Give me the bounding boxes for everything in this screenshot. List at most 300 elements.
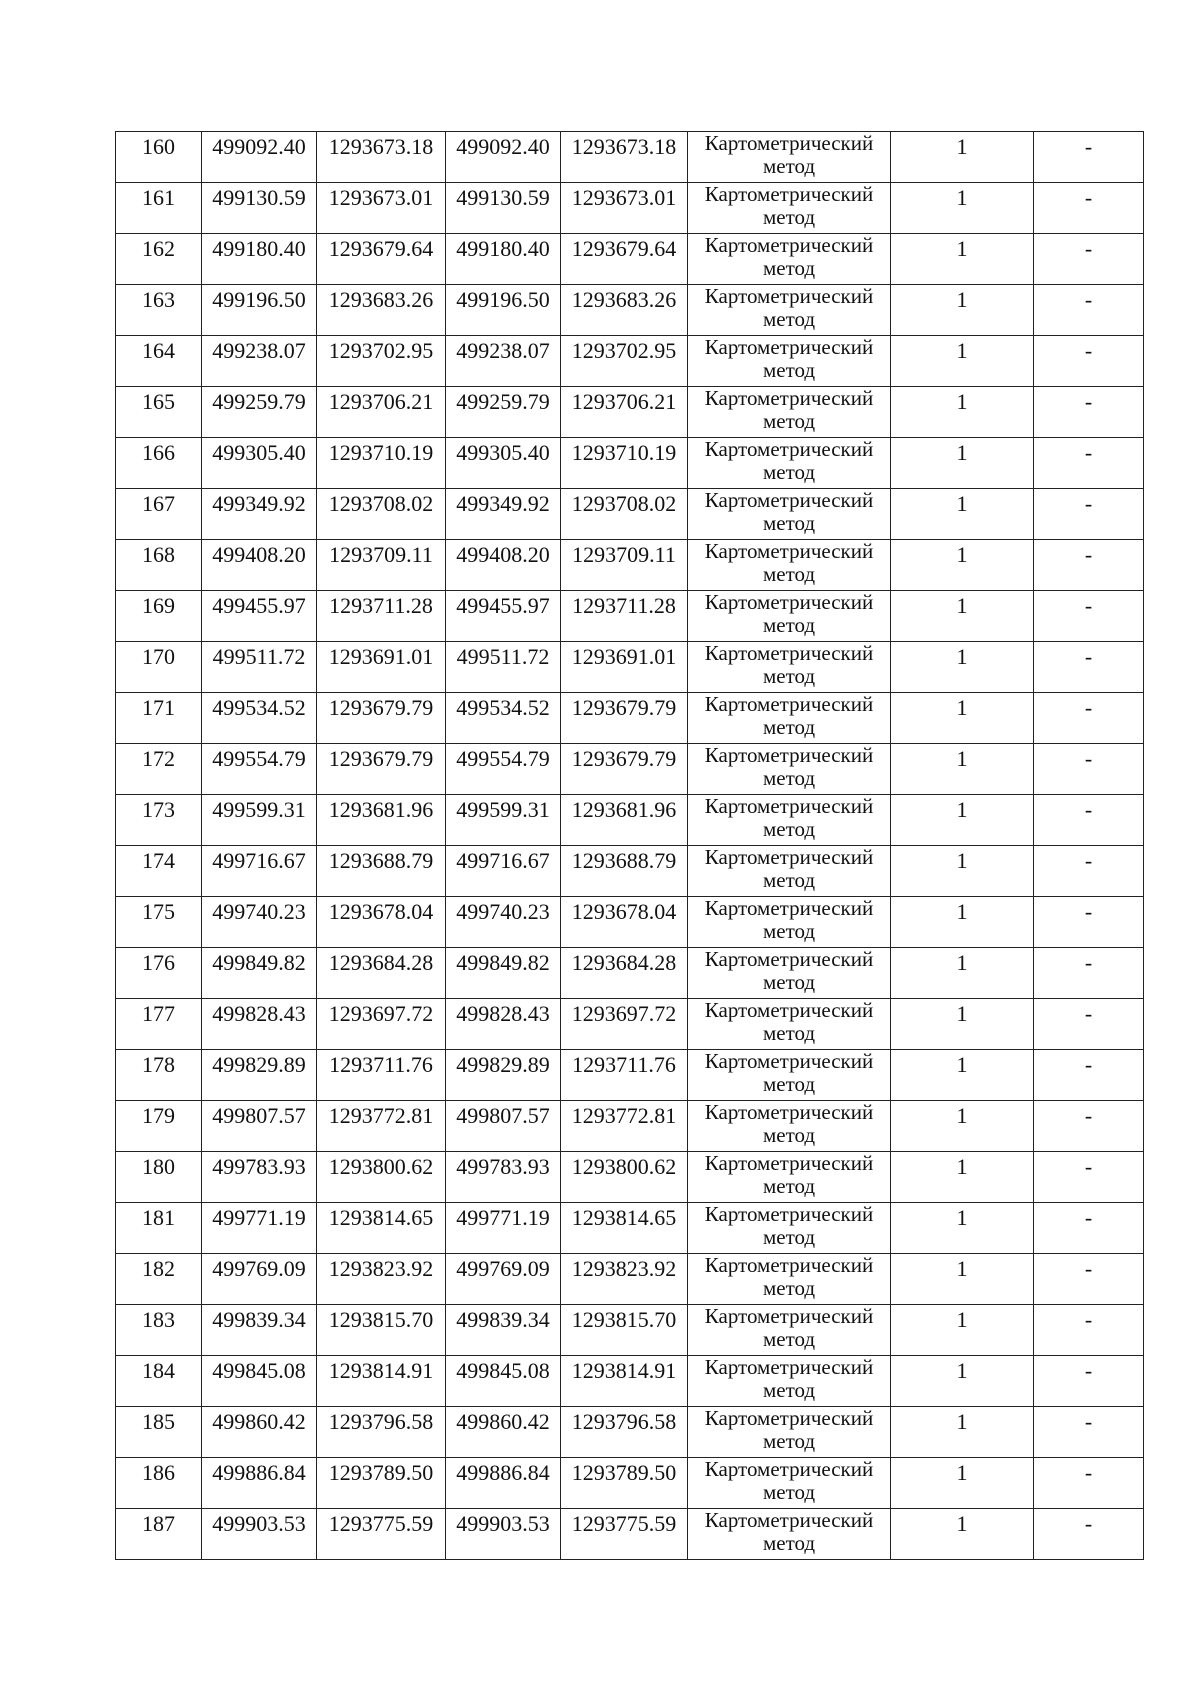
note-cell: - (1034, 1305, 1144, 1356)
method-line-1: Картометрический (704, 488, 874, 512)
point-number-cell: 162 (116, 234, 202, 285)
y-existing-cell: 1293711.28 (317, 591, 446, 642)
precision-cell: 1 (891, 744, 1034, 795)
x-refined-cell: 499807.57 (446, 1101, 561, 1152)
y-refined-cell: 1293679.64 (561, 234, 688, 285)
y-existing-cell: 1293688.79 (317, 846, 446, 897)
precision-cell: 1 (891, 336, 1034, 387)
method-line-1: Картометрический (704, 845, 874, 869)
table-row (116, 489, 1144, 540)
method-line-1: Картометрический (704, 998, 874, 1022)
method-cell (688, 1050, 891, 1101)
x-existing-cell: 499716.67 (202, 846, 317, 897)
x-refined-cell: 499554.79 (446, 744, 561, 795)
x-existing-cell: 499196.50 (202, 285, 317, 336)
method-line-2: метод (762, 1174, 816, 1198)
precision-cell: 1 (891, 285, 1034, 336)
method-cell (688, 744, 891, 795)
method-line-2: метод (762, 256, 816, 280)
precision-cell: 1 (891, 1509, 1034, 1560)
precision-cell: 1 (891, 897, 1034, 948)
table-row (116, 693, 1144, 744)
precision-cell: 1 (891, 1101, 1034, 1152)
x-refined-cell: 499845.08 (446, 1356, 561, 1407)
table-row (116, 1203, 1144, 1254)
y-existing-cell: 1293709.11 (317, 540, 446, 591)
y-existing-cell: 1293702.95 (317, 336, 446, 387)
method-line-1: Картометрический (704, 182, 874, 206)
point-number-cell: 177 (116, 999, 202, 1050)
table-row (116, 642, 1144, 693)
x-existing-cell: 499828.43 (202, 999, 317, 1050)
y-refined-cell: 1293772.81 (561, 1101, 688, 1152)
table-row (116, 744, 1144, 795)
table-row (116, 1101, 1144, 1152)
method-line-1: Картометрический (704, 1151, 874, 1175)
method-cell (688, 846, 891, 897)
point-number-cell: 186 (116, 1458, 202, 1509)
table-row (116, 336, 1144, 387)
note-cell: - (1034, 693, 1144, 744)
table-row (116, 1458, 1144, 1509)
y-existing-cell: 1293679.79 (317, 693, 446, 744)
y-refined-cell: 1293697.72 (561, 999, 688, 1050)
table-row (116, 1305, 1144, 1356)
x-refined-cell: 499238.07 (446, 336, 561, 387)
x-existing-cell: 499534.52 (202, 693, 317, 744)
y-existing-cell: 1293711.76 (317, 1050, 446, 1101)
method-line-1: Картометрический (704, 284, 874, 308)
method-line-1: Картометрический (704, 794, 874, 818)
method-line-1: Картометрический (704, 1508, 874, 1532)
method-cell (688, 234, 891, 285)
y-refined-cell: 1293709.11 (561, 540, 688, 591)
precision-cell: 1 (891, 234, 1034, 285)
precision-cell: 1 (891, 1050, 1034, 1101)
point-number-cell: 179 (116, 1101, 202, 1152)
precision-cell: 1 (891, 489, 1034, 540)
x-refined-cell: 499130.59 (446, 183, 561, 234)
x-refined-cell: 499829.89 (446, 1050, 561, 1101)
method-line-1: Картометрический (704, 590, 874, 614)
x-existing-cell: 499839.34 (202, 1305, 317, 1356)
point-number-cell: 160 (116, 132, 202, 183)
table-row (116, 999, 1144, 1050)
table-row (116, 948, 1144, 999)
y-refined-cell: 1293814.65 (561, 1203, 688, 1254)
y-existing-cell: 1293681.96 (317, 795, 446, 846)
note-cell: - (1034, 1152, 1144, 1203)
x-refined-cell: 499455.97 (446, 591, 561, 642)
note-cell: - (1034, 897, 1144, 948)
x-refined-cell: 499180.40 (446, 234, 561, 285)
y-existing-cell: 1293814.65 (317, 1203, 446, 1254)
method-cell (688, 897, 891, 948)
note-cell: - (1034, 1407, 1144, 1458)
x-refined-cell: 499886.84 (446, 1458, 561, 1509)
method-line-1: Картометрический (704, 386, 874, 410)
method-cell (688, 540, 891, 591)
y-refined-cell: 1293815.70 (561, 1305, 688, 1356)
method-line-1: Картометрический (704, 1355, 874, 1379)
note-cell: - (1034, 387, 1144, 438)
method-line-2: метод (762, 613, 816, 637)
method-line-2: метод (762, 970, 816, 994)
point-number-cell: 167 (116, 489, 202, 540)
method-line-2: метод (762, 868, 816, 892)
method-line-2: метод (762, 919, 816, 943)
x-existing-cell: 499807.57 (202, 1101, 317, 1152)
point-number-cell: 168 (116, 540, 202, 591)
table-row (116, 183, 1144, 234)
precision-cell: 1 (891, 1458, 1034, 1509)
x-refined-cell: 499860.42 (446, 1407, 561, 1458)
point-number-cell: 165 (116, 387, 202, 438)
note-cell: - (1034, 591, 1144, 642)
x-refined-cell: 499196.50 (446, 285, 561, 336)
method-line-2: метод (762, 1123, 816, 1147)
y-existing-cell: 1293679.64 (317, 234, 446, 285)
x-refined-cell: 499259.79 (446, 387, 561, 438)
method-line-2: метод (762, 154, 816, 178)
table-row (116, 540, 1144, 591)
x-refined-cell: 499599.31 (446, 795, 561, 846)
x-refined-cell: 499092.40 (446, 132, 561, 183)
method-line-2: метод (762, 1225, 816, 1249)
point-number-cell: 174 (116, 846, 202, 897)
method-cell (688, 1356, 891, 1407)
method-cell (688, 642, 891, 693)
y-refined-cell: 1293688.79 (561, 846, 688, 897)
method-line-1: Картометрический (704, 1049, 874, 1073)
note-cell: - (1034, 795, 1144, 846)
x-existing-cell: 499771.19 (202, 1203, 317, 1254)
method-line-2: метод (762, 1327, 816, 1351)
point-number-cell: 187 (116, 1509, 202, 1560)
x-refined-cell: 499408.20 (446, 540, 561, 591)
y-refined-cell: 1293708.02 (561, 489, 688, 540)
y-refined-cell: 1293706.21 (561, 387, 688, 438)
note-cell: - (1034, 642, 1144, 693)
method-line-1: Картометрический (704, 335, 874, 359)
method-cell (688, 795, 891, 846)
method-cell (688, 285, 891, 336)
note-cell: - (1034, 948, 1144, 999)
note-cell: - (1034, 234, 1144, 285)
x-existing-cell: 499455.97 (202, 591, 317, 642)
note-cell: - (1034, 999, 1144, 1050)
x-refined-cell: 499849.82 (446, 948, 561, 999)
table-row (116, 795, 1144, 846)
point-number-cell: 173 (116, 795, 202, 846)
method-line-1: Картометрический (704, 1253, 874, 1277)
note-cell: - (1034, 1101, 1144, 1152)
method-line-2: метод (762, 1021, 816, 1045)
x-refined-cell: 499769.09 (446, 1254, 561, 1305)
table-row (116, 234, 1144, 285)
precision-cell: 1 (891, 132, 1034, 183)
y-refined-cell: 1293711.28 (561, 591, 688, 642)
method-line-2: метод (762, 1480, 816, 1504)
method-cell (688, 183, 891, 234)
table-row (116, 1254, 1144, 1305)
table-row (116, 387, 1144, 438)
point-number-cell: 182 (116, 1254, 202, 1305)
precision-cell: 1 (891, 948, 1034, 999)
x-existing-cell: 499349.92 (202, 489, 317, 540)
y-existing-cell: 1293691.01 (317, 642, 446, 693)
method-line-2: метод (762, 358, 816, 382)
point-number-cell: 171 (116, 693, 202, 744)
y-existing-cell: 1293775.59 (317, 1509, 446, 1560)
table-row (116, 1050, 1144, 1101)
x-refined-cell: 499828.43 (446, 999, 561, 1050)
method-cell (688, 1458, 891, 1509)
precision-cell: 1 (891, 1305, 1034, 1356)
y-refined-cell: 1293710.19 (561, 438, 688, 489)
point-number-cell: 169 (116, 591, 202, 642)
method-cell (688, 132, 891, 183)
method-cell (688, 1407, 891, 1458)
y-existing-cell: 1293814.91 (317, 1356, 446, 1407)
table-row (116, 1509, 1144, 1560)
x-existing-cell: 499092.40 (202, 132, 317, 183)
y-refined-cell: 1293679.79 (561, 744, 688, 795)
x-existing-cell: 499259.79 (202, 387, 317, 438)
x-existing-cell: 499903.53 (202, 1509, 317, 1560)
method-line-1: Картометрический (704, 1100, 874, 1124)
x-existing-cell: 499408.20 (202, 540, 317, 591)
point-number-cell: 183 (116, 1305, 202, 1356)
method-line-1: Картометрический (704, 947, 874, 971)
x-refined-cell: 499783.93 (446, 1152, 561, 1203)
table-body (116, 132, 1144, 1560)
y-existing-cell: 1293800.62 (317, 1152, 446, 1203)
x-existing-cell: 499740.23 (202, 897, 317, 948)
note-cell: - (1034, 540, 1144, 591)
precision-cell: 1 (891, 642, 1034, 693)
method-line-2: метод (762, 460, 816, 484)
y-refined-cell: 1293681.96 (561, 795, 688, 846)
method-cell (688, 1305, 891, 1356)
table-row (116, 1407, 1144, 1458)
point-number-cell: 178 (116, 1050, 202, 1101)
method-cell (688, 1152, 891, 1203)
y-existing-cell: 1293772.81 (317, 1101, 446, 1152)
point-number-cell: 175 (116, 897, 202, 948)
x-refined-cell: 499716.67 (446, 846, 561, 897)
method-cell (688, 489, 891, 540)
point-number-cell: 164 (116, 336, 202, 387)
y-refined-cell: 1293711.76 (561, 1050, 688, 1101)
method-cell (688, 1254, 891, 1305)
method-line-2: метод (762, 307, 816, 331)
y-refined-cell: 1293683.26 (561, 285, 688, 336)
y-refined-cell: 1293673.18 (561, 132, 688, 183)
y-existing-cell: 1293697.72 (317, 999, 446, 1050)
table-row (116, 438, 1144, 489)
note-cell: - (1034, 1509, 1144, 1560)
precision-cell: 1 (891, 183, 1034, 234)
table-row (116, 846, 1144, 897)
x-refined-cell: 499771.19 (446, 1203, 561, 1254)
note-cell: - (1034, 132, 1144, 183)
point-number-cell: 176 (116, 948, 202, 999)
method-line-1: Картометрический (704, 1406, 874, 1430)
precision-cell: 1 (891, 795, 1034, 846)
method-cell (688, 1509, 891, 1560)
y-existing-cell: 1293679.79 (317, 744, 446, 795)
y-refined-cell: 1293823.92 (561, 1254, 688, 1305)
note-cell: - (1034, 1203, 1144, 1254)
y-existing-cell: 1293673.01 (317, 183, 446, 234)
y-existing-cell: 1293678.04 (317, 897, 446, 948)
method-line-1: Картометрический (704, 539, 874, 563)
precision-cell: 1 (891, 438, 1034, 489)
x-existing-cell: 499829.89 (202, 1050, 317, 1101)
precision-cell: 1 (891, 540, 1034, 591)
table-row (116, 285, 1144, 336)
method-line-2: метод (762, 817, 816, 841)
x-refined-cell: 499534.52 (446, 693, 561, 744)
x-refined-cell: 499511.72 (446, 642, 561, 693)
x-existing-cell: 499860.42 (202, 1407, 317, 1458)
method-line-1: Картометрический (704, 131, 874, 155)
method-cell (688, 438, 891, 489)
x-refined-cell: 499349.92 (446, 489, 561, 540)
coordinates-table (115, 131, 1144, 1560)
y-existing-cell: 1293673.18 (317, 132, 446, 183)
precision-cell: 1 (891, 1254, 1034, 1305)
note-cell: - (1034, 1356, 1144, 1407)
method-line-2: метод (762, 766, 816, 790)
method-line-1: Картометрический (704, 1202, 874, 1226)
y-refined-cell: 1293796.58 (561, 1407, 688, 1458)
y-refined-cell: 1293814.91 (561, 1356, 688, 1407)
y-existing-cell: 1293789.50 (317, 1458, 446, 1509)
x-existing-cell: 499305.40 (202, 438, 317, 489)
point-number-cell: 172 (116, 744, 202, 795)
y-existing-cell: 1293684.28 (317, 948, 446, 999)
y-existing-cell: 1293815.70 (317, 1305, 446, 1356)
point-number-cell: 163 (116, 285, 202, 336)
precision-cell: 1 (891, 846, 1034, 897)
point-number-cell: 181 (116, 1203, 202, 1254)
method-line-1: Картометрический (704, 896, 874, 920)
point-number-cell: 166 (116, 438, 202, 489)
method-cell (688, 1203, 891, 1254)
note-cell: - (1034, 183, 1144, 234)
x-existing-cell: 499238.07 (202, 336, 317, 387)
y-existing-cell: 1293796.58 (317, 1407, 446, 1458)
precision-cell: 1 (891, 1407, 1034, 1458)
table-row (116, 591, 1144, 642)
method-cell (688, 591, 891, 642)
table-row (116, 1152, 1144, 1203)
method-line-1: Картометрический (704, 1304, 874, 1328)
x-refined-cell: 499839.34 (446, 1305, 561, 1356)
point-number-cell: 170 (116, 642, 202, 693)
x-existing-cell: 499554.79 (202, 744, 317, 795)
note-cell: - (1034, 744, 1144, 795)
note-cell: - (1034, 1458, 1144, 1509)
method-line-2: метод (762, 409, 816, 433)
y-existing-cell: 1293710.19 (317, 438, 446, 489)
method-line-1: Картометрический (704, 233, 874, 257)
method-line-2: метод (762, 1429, 816, 1453)
precision-cell: 1 (891, 693, 1034, 744)
precision-cell: 1 (891, 1152, 1034, 1203)
note-cell: - (1034, 1050, 1144, 1101)
method-line-2: метод (762, 664, 816, 688)
x-existing-cell: 499886.84 (202, 1458, 317, 1509)
table-row (116, 1356, 1144, 1407)
method-line-2: метод (762, 1531, 816, 1555)
method-line-2: метод (762, 205, 816, 229)
method-line-2: метод (762, 511, 816, 535)
y-refined-cell: 1293678.04 (561, 897, 688, 948)
x-existing-cell: 499180.40 (202, 234, 317, 285)
table-row (116, 132, 1144, 183)
y-existing-cell: 1293683.26 (317, 285, 446, 336)
note-cell: - (1034, 489, 1144, 540)
point-number-cell: 185 (116, 1407, 202, 1458)
note-cell: - (1034, 285, 1144, 336)
method-cell (688, 948, 891, 999)
y-refined-cell: 1293789.50 (561, 1458, 688, 1509)
y-refined-cell: 1293702.95 (561, 336, 688, 387)
method-line-2: метод (762, 1072, 816, 1096)
point-number-cell: 184 (116, 1356, 202, 1407)
note-cell: - (1034, 438, 1144, 489)
method-line-1: Картометрический (704, 437, 874, 461)
x-refined-cell: 499903.53 (446, 1509, 561, 1560)
y-refined-cell: 1293673.01 (561, 183, 688, 234)
x-existing-cell: 499130.59 (202, 183, 317, 234)
method-line-1: Картометрический (704, 692, 874, 716)
method-line-2: метод (762, 715, 816, 739)
y-refined-cell: 1293800.62 (561, 1152, 688, 1203)
y-existing-cell: 1293823.92 (317, 1254, 446, 1305)
method-line-1: Картометрический (704, 641, 874, 665)
x-existing-cell: 499599.31 (202, 795, 317, 846)
x-existing-cell: 499511.72 (202, 642, 317, 693)
x-existing-cell: 499769.09 (202, 1254, 317, 1305)
x-refined-cell: 499740.23 (446, 897, 561, 948)
x-existing-cell: 499783.93 (202, 1152, 317, 1203)
method-cell (688, 1101, 891, 1152)
y-refined-cell: 1293679.79 (561, 693, 688, 744)
precision-cell: 1 (891, 999, 1034, 1050)
point-number-cell: 161 (116, 183, 202, 234)
method-cell (688, 387, 891, 438)
x-existing-cell: 499849.82 (202, 948, 317, 999)
y-refined-cell: 1293684.28 (561, 948, 688, 999)
precision-cell: 1 (891, 591, 1034, 642)
method-line-1: Картометрический (704, 743, 874, 767)
note-cell: - (1034, 846, 1144, 897)
note-cell: - (1034, 336, 1144, 387)
method-line-2: метод (762, 562, 816, 586)
x-refined-cell: 499305.40 (446, 438, 561, 489)
method-line-2: метод (762, 1276, 816, 1300)
y-refined-cell: 1293691.01 (561, 642, 688, 693)
y-existing-cell: 1293708.02 (317, 489, 446, 540)
method-cell (688, 336, 891, 387)
x-existing-cell: 499845.08 (202, 1356, 317, 1407)
table-row (116, 897, 1144, 948)
y-refined-cell: 1293775.59 (561, 1509, 688, 1560)
